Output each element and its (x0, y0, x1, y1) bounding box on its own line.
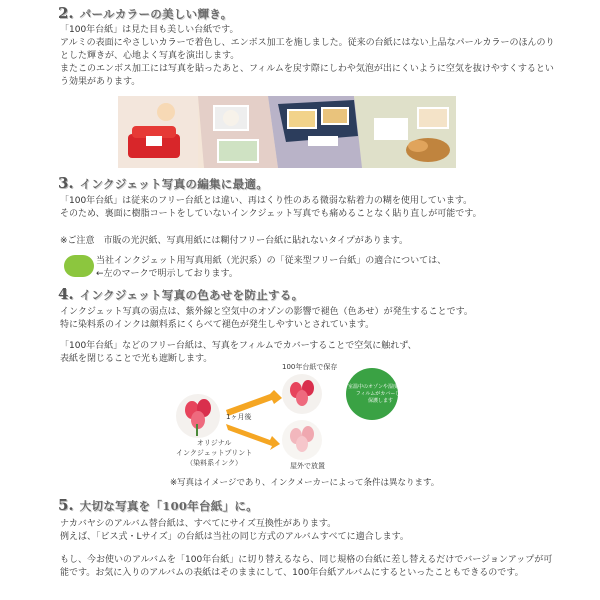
paragraph-line: そのため、裏面に樹脂コートをしていないインクジェット写真でも痛めることなく貼り直しが可能です。 (60, 209, 482, 219)
section-title: インクジェット写真の編集に最適。 (79, 177, 269, 191)
paragraph-line: 「100年台紙」は従来のフリー台紙とは違い、再はくり性のある微弱な粘着力の糊を使用しています。 (60, 196, 473, 206)
section-3-body (60, 195, 482, 221)
section-4-body (60, 306, 473, 332)
paragraph-line: ナカバヤシのアルバム替台紙は、すべてにサイズ互換性があります。 (60, 519, 337, 529)
album-photo-strip (118, 96, 456, 168)
section-number: 5. (58, 496, 74, 514)
section-number: 4. (58, 285, 74, 303)
paragraph-line: 例えば、「ビス式・Lサイズ」の台紙は当社の同じ方式のアルバムすべてに適合します。 (60, 532, 409, 542)
paragraph-line: 能です。お気に入りのアルバムの表紙はそのままにして、100年台紙アルバムにするといったこともできるのです。 (60, 568, 524, 578)
section-title: 大切な写真を「100年台紙」に。 (79, 499, 258, 513)
paragraph-line: とした輝きが、心地よく写真を演出します。 (60, 51, 240, 61)
compatibility-mark-icon (64, 255, 94, 277)
arrow-label: 1ヶ月後 (226, 413, 252, 421)
paragraph-line: インクジェット写真の弱点は、紫外線と空気中のオゾンの影響で褪色（色あせ）が発生することです。 (60, 307, 473, 317)
section-3-heading (58, 174, 268, 192)
section-number: 2. (58, 4, 74, 22)
paragraph-line: もし、今お使いのアルバムを「100年台紙」に切り替えるなら、同じ規格の台紙に差し替えるだけでバージョンアップが可 (60, 555, 553, 565)
section-4-body-2 (60, 340, 417, 366)
section-number: 3. (58, 174, 74, 192)
preserved-label: 100年台紙で保存 (282, 363, 338, 371)
mark-line: 当社インクジェット用写真用紙（光沢系）の「従来型フリー台紙」の適合については、 (96, 256, 447, 266)
paragraph-line: アルミの表面にやさしいカラーで着色し、エンボス加工を施しました。従来の台紙にはない上品なパールカラーのほんのり (60, 38, 555, 48)
paragraph-line: またこのエンボス加工には写真を貼ったあと、フィルムを戻す際にしわや気泡が出にくいように空気を抜けやすくするとい (60, 64, 554, 74)
faded-label: 屋外で放置 (290, 462, 325, 470)
original-label: オリジナル インクジェットプリント （染料系インク） (176, 439, 253, 467)
section-5-body (60, 518, 409, 544)
paragraph-line: 特に染料系のインクは顔料系にくらべて褪色が発生しやすいとされています。 (60, 320, 375, 330)
caution-note: ※ご注意 市販の光沢紙、写真用紙には糊付フリー台紙に貼れないタイプがあります。 (60, 236, 409, 246)
mark-explanation (96, 255, 446, 281)
paragraph-line: 「100年台紙」などのフリー台紙は、写真をフィルムでカバーすることで空気に触れず、 (60, 341, 417, 351)
section-4-heading (58, 285, 303, 303)
section-5-body-2 (60, 554, 552, 580)
section-2-body (60, 24, 554, 89)
section-2-heading (58, 4, 232, 22)
section-title: パールカラーの美しい輝き。 (79, 7, 233, 21)
mark-line: ←左のマークで明示しております。 (96, 269, 238, 279)
paragraph-line: 表紙を閉じることで光も遮断します。 (60, 354, 213, 364)
section-title: インクジェット写真の色あせを防止する。 (79, 288, 304, 302)
image-caption: ※写真はイメージであり、インクメーカーによって条件は異なります。 (170, 478, 440, 488)
paragraph-line: う効果があります。 (60, 77, 141, 87)
section-5-heading (58, 496, 258, 514)
paragraph-line: 「100年台紙」は見た目も美しい台紙です。 (60, 25, 239, 35)
album-photo-image (118, 96, 456, 168)
badge-text: 室温中のオゾンや湿度を遮断 フィルムがカバーして 保護します (348, 384, 414, 404)
